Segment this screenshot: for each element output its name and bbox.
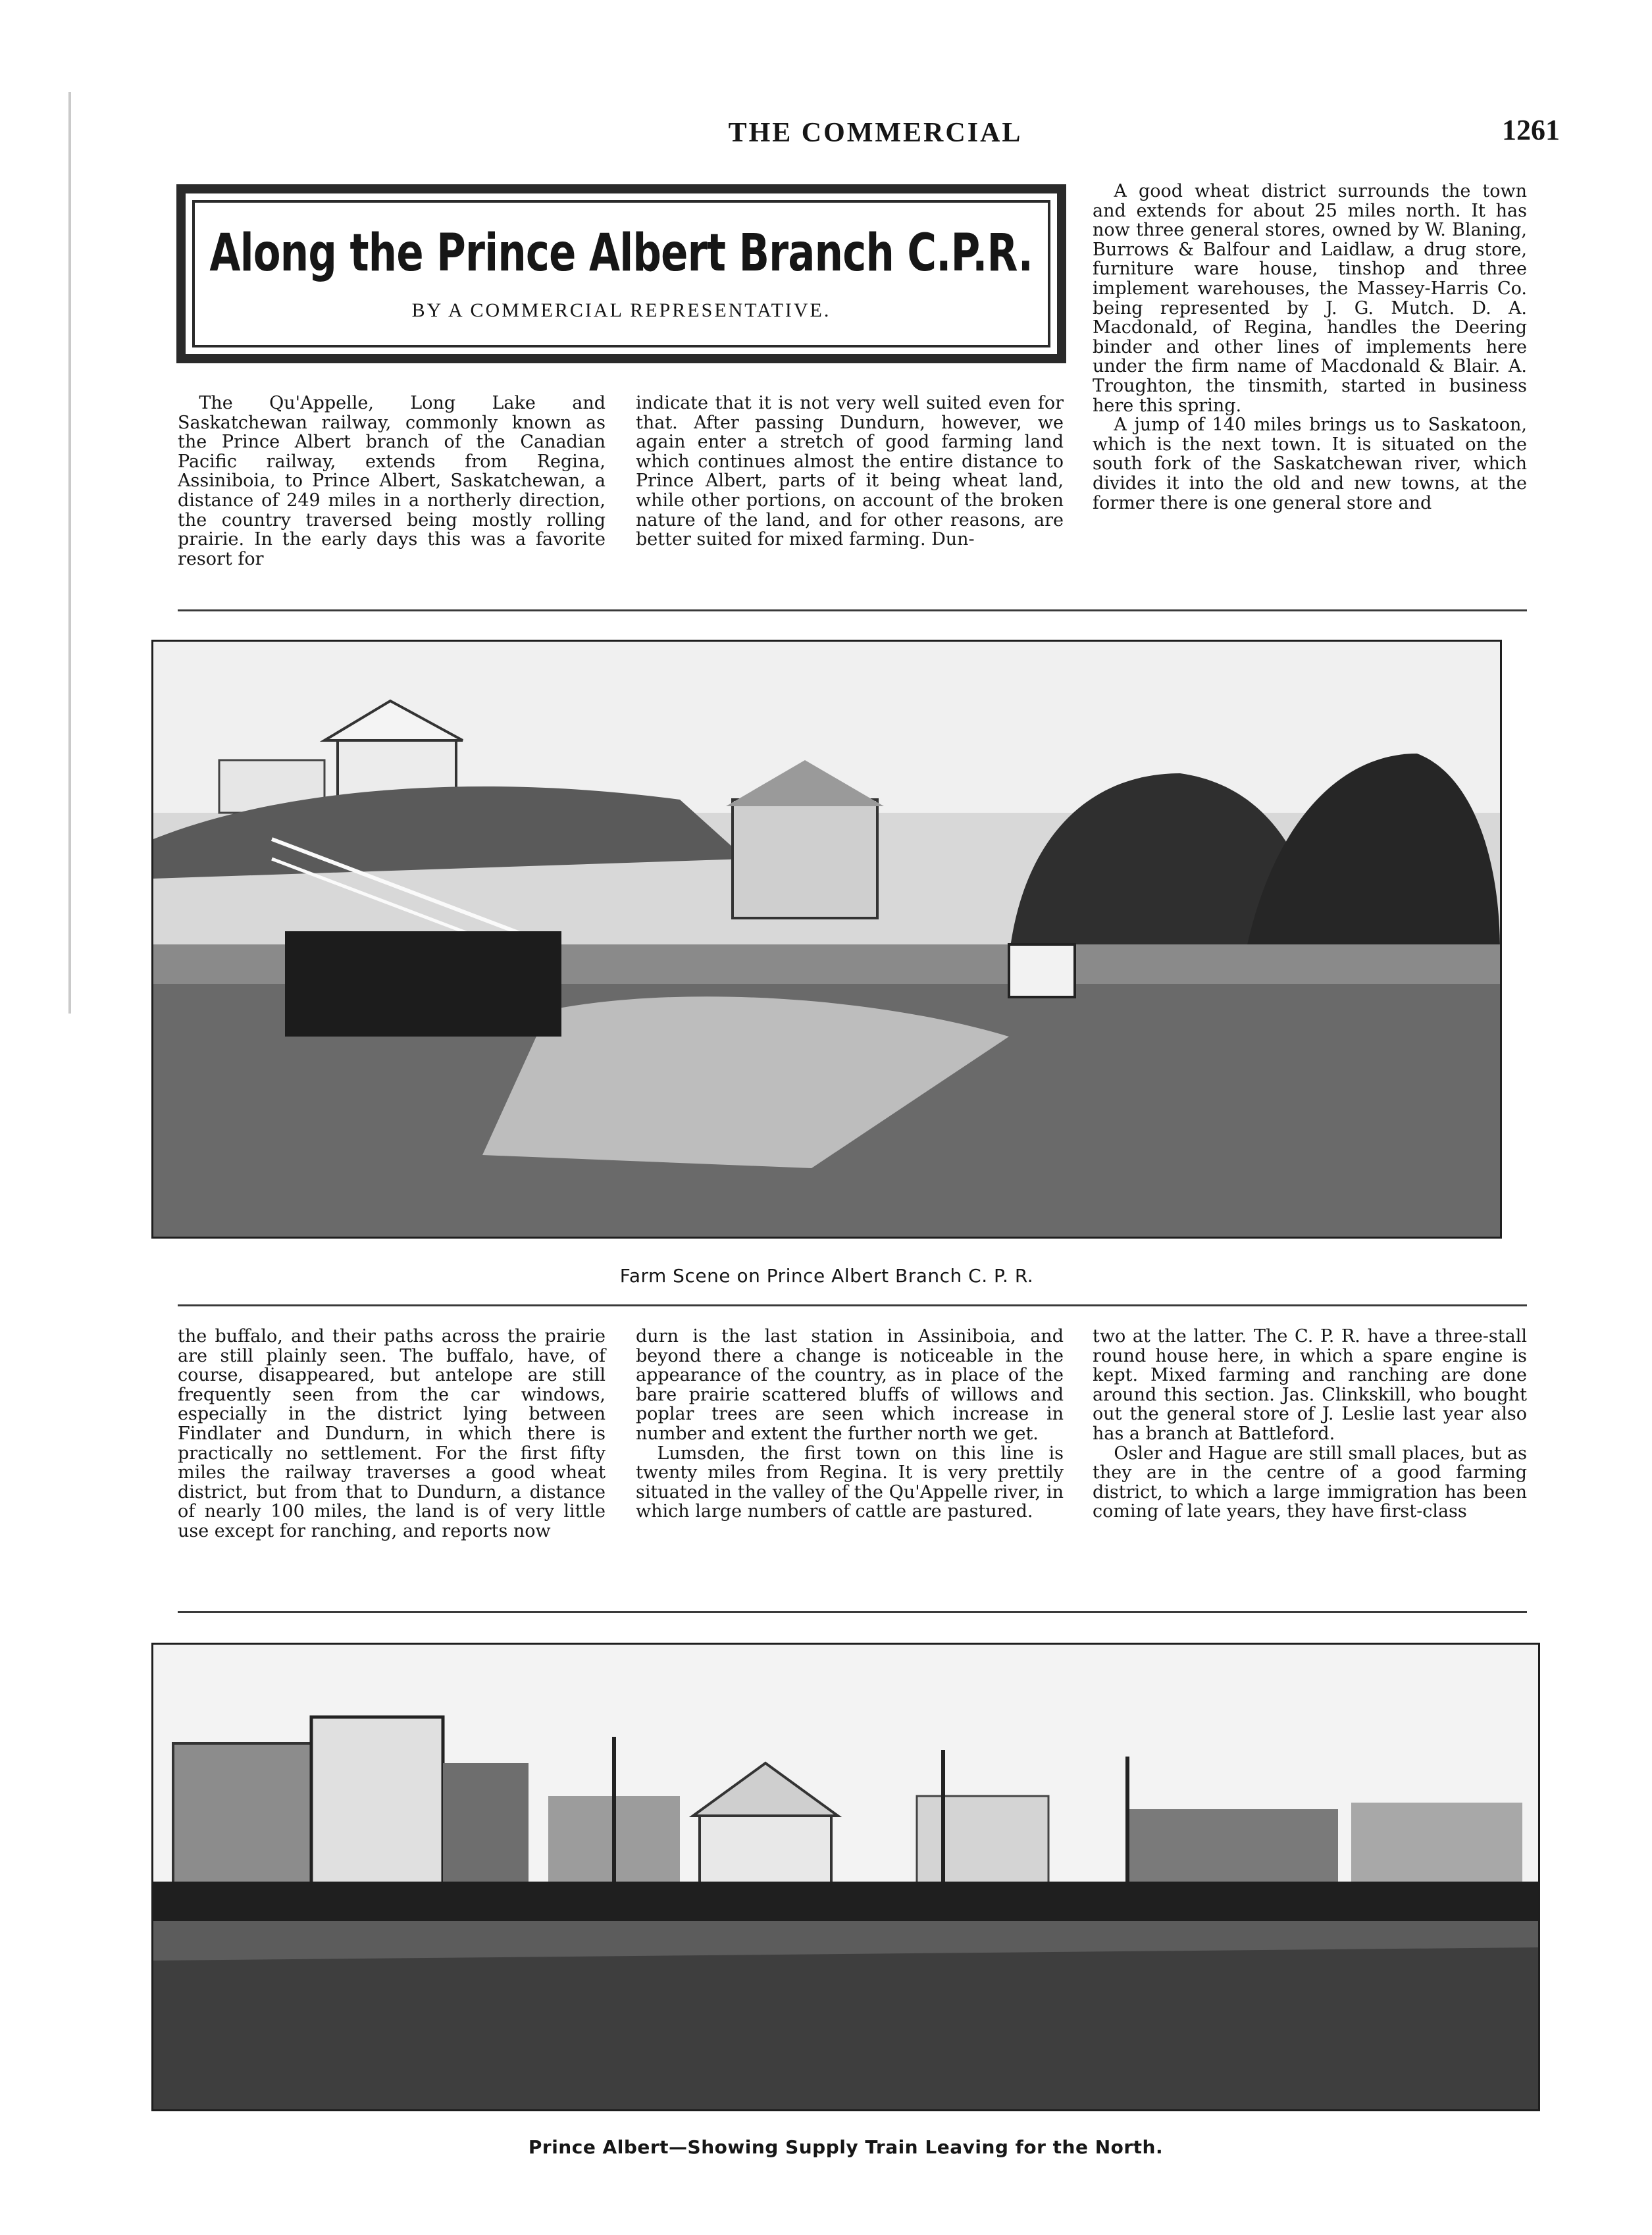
column-divider-rule <box>178 1611 1527 1613</box>
running-title: THE COMMERCIAL <box>728 118 1023 148</box>
column-divider-rule <box>178 609 1527 611</box>
top-column-2 <box>636 394 1064 550</box>
paragraph: durn is the last station in Assiniboia, and beyond there a change is noticeable in the appearance of the country, as in place of the bare prairie scattered bluffs of willows and poplar trees are seen which increase in number and extent the further north we get. <box>636 1326 1064 1444</box>
paragraph: indicate that it is not very well suited even for that. After passing Dundurn, however, we again enter a stretch of good farming land which continues almost the entire distance to Prince Albert, parts of it being wheat land, while other portions, on account of the broken nature of the land, and for other reasons, are better suited for mixed farming. Dun- <box>636 393 1064 550</box>
farm-scene-photo <box>151 640 1502 1239</box>
paragraph: Osler and Hague are still small places, but as they are in the centre of a good farming district, to which a large immigration has been coming of late years, they have first-class <box>1093 1443 1527 1522</box>
photo1-caption: Farm Scene on Prince Albert Branch C. P. R. <box>619 1265 1034 1287</box>
scan-margin-mark <box>68 92 71 1014</box>
headline-box <box>176 184 1066 363</box>
article-byline: BY A COMMERCIAL REPRESENTATIVE. <box>411 299 831 321</box>
caption-divider-rule <box>178 1304 1527 1306</box>
paragraph: Lumsden, the first town on this line is twenty miles from Regina. It is very prettily situated in the valley of the Qu'Appelle river, in which large numbers of cattle are pastured. <box>636 1443 1064 1522</box>
article-headline: Along the Prince Albert Branch C.P.R. <box>209 224 1033 284</box>
page-number: 1261 <box>1502 114 1560 146</box>
paragraph: the buffalo, and their paths across the prairie are still plainly seen. The buffalo, have, of course, disappeared, but antelope are still frequently seen from the car windows, especially in the district lying between Findlater and Dundurn, in which there is practically no settlement. For the first fifty miles the railway traverses a good wheat district, but from that to Dundurn, a distance of nearly 100 miles, the land is of very little use except for ranching, and reports now <box>178 1326 606 1541</box>
paragraph: The Qu'Appelle, Long Lake and Saskatchewan railway, commonly known as the Prince Albert branch of the Canadian Pacific railway, extends from Regina, Assiniboia, to Prince Albert, Saskatchewan, a distance of 249 miles in a northerly direction, the country traversed being mostly rolling prairie. In the early days this was a favorite resort for <box>178 393 606 569</box>
right-column <box>1093 182 1527 513</box>
prince-albert-photo <box>151 1643 1540 2111</box>
middle-column-1 <box>178 1327 606 1541</box>
top-column-1 <box>178 394 606 569</box>
paragraph: two at the latter. The C. P. R. have a three-stall round house here, in which a spare engine is kept. Mixed farming and ranching are done around this section. Jas. Clinkskill, who bought out the general store of J. Leslie last year also has a branch at Battleford. <box>1093 1326 1527 1444</box>
photo2-caption: Prince Albert—Showing Supply Train Leaving for the North. <box>528 2136 1164 2158</box>
middle-column-3 <box>1093 1327 1527 1522</box>
paragraph: A good wheat district surrounds the town and extends for about 25 miles north. It has now three general stores, owned by W. Blaning, Burrows & Balfour and Laidlaw, a drug store, furniture ware house, tinshop and three implement warehouses, the Massey-Harris Co. being represented by J. G. Mutch. D. A. Macdonald, of Regina, handles the Deering binder and other lines of implements here under the firm name of Macdonald & Blair. A. Troughton, the tinsmith, started in business here this spring. <box>1093 181 1527 416</box>
middle-column-2 <box>636 1327 1064 1522</box>
paragraph: A jump of 140 miles brings us to Saskatoon, which is the next town. It is situated on the south fork of the Saskatchewan river, which divides it into the old and new towns, at the former there is one general store and <box>1093 415 1527 513</box>
